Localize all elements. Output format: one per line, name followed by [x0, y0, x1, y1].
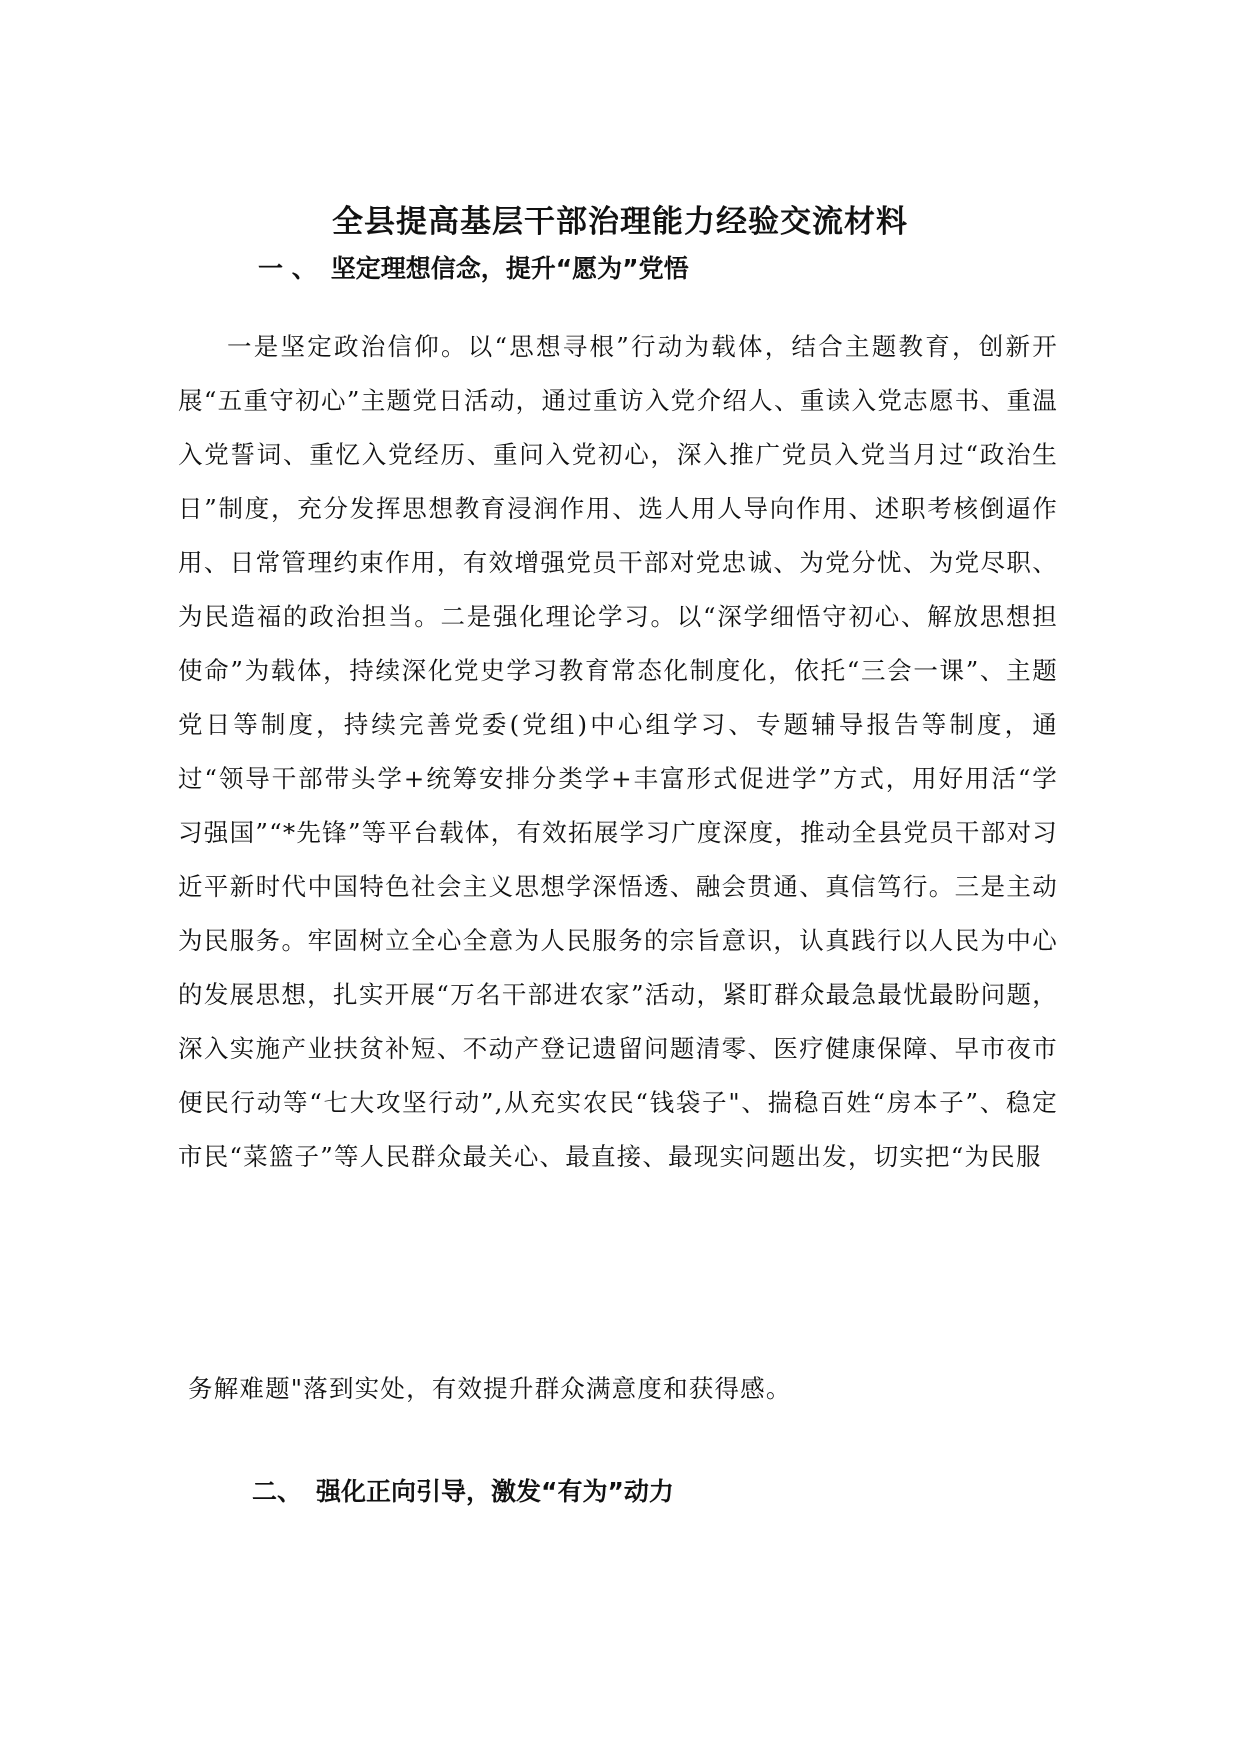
section-heading-2 [252, 1475, 674, 1509]
body-paragraph: 一是坚定政治信仰。以“思想寻根”行动为载体，结合主题教育，创新开展“五重守初心”主题党日活动，通过重访入党介绍人、重读入党志愿书、重温入党誓词、重忆入党经历、重问入党初心，深入推广党员入党当月过“政治生日”制度，充分发挥思想教育浸润作用、选人用人导向作用、述职考核倒逼作用、日常管理约束作用，有效增强党员干部对党忠诚、为党分忧、为党尽职、为民造福的政治担当。二是强化理论学习。以“深学细悟守初心、解放思想担使命”为载体，持续深化党史学习教育常态化制度化，依托“三会一课”、主题党日等制度，持续完善党委(党组)中心组学习、专题辅导报告等制度，通过“领导干部带头学+统筹安排分类学+丰富形式促进学”方式，用好用活“学习强国”“*先锋”等平台载体，有效拓展学习广度深度，推动全县党员干部对习近平新时代中国特色社会主义思想学深悟透、融会贯通、真信笃行。三是主动为民服务。牢固树立全心全意为人民服务的宗旨意识，认真践行以人民为中心的发展思想，扎实开展“万名干部进农家”活动，紧盯群众最急最忧最盼问题，深入实施产业扶贫补短、不动产登记遗留问题清零、医疗健康保障、早市夜市便民行动等“七大攻坚行动”,从充实农民“钱袋子"、揣稳百姓“房本子”、稳定市民“菜篮子”等人民群众最关心、最直接、最现实问题出发，切实把“为民服 [178, 332, 1058, 1171]
section-title: 强化正向引导，激发“有为”动力 [316, 1477, 674, 1506]
section-number: 一 、 [258, 254, 317, 283]
body-paragraph-closing-line: 务解难题"落到实处，有效提升群众满意度和获得感。 [188, 1374, 792, 1403]
section-number: 二、 [252, 1477, 303, 1506]
section-heading-1 [258, 252, 689, 286]
document-title: 全县提高基层干部治理能力经验交流材料 [332, 204, 908, 240]
section-title: 坚定理想信念，提升“愿为”党悟 [330, 254, 689, 283]
